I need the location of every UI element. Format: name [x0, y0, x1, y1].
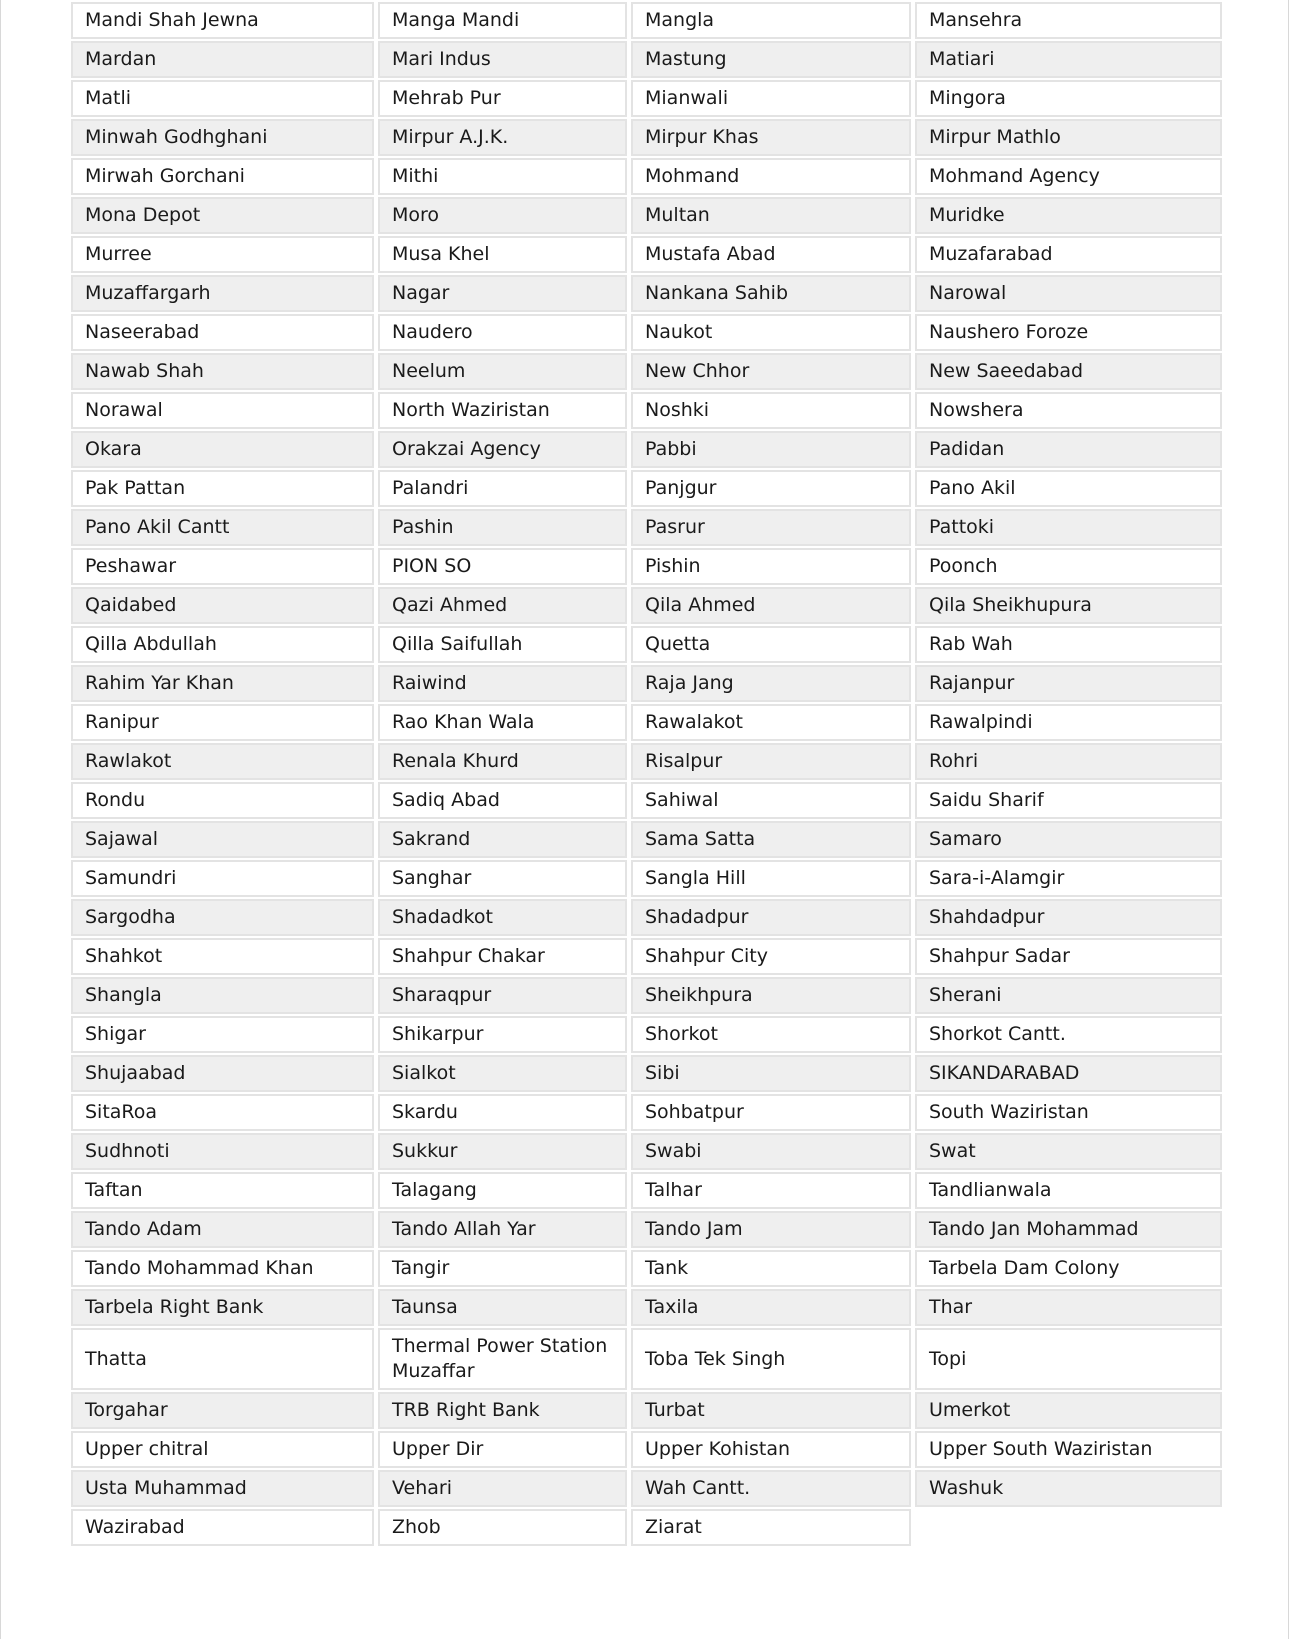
city-cell: Taxila	[631, 1289, 911, 1326]
city-cell: Nowshera	[915, 392, 1222, 429]
city-cell: Tarbela Right Bank	[71, 1289, 374, 1326]
city-table	[67, 0, 1226, 1548]
table-row	[71, 236, 1222, 273]
table-row	[71, 1392, 1222, 1429]
city-cell: Mari Indus	[378, 41, 627, 78]
city-cell: South Waziristan	[915, 1094, 1222, 1131]
city-cell: Sudhnoti	[71, 1133, 374, 1170]
city-cell: Tando Jam	[631, 1211, 911, 1248]
city-cell: Upper South Waziristan	[915, 1431, 1222, 1468]
table-row	[71, 80, 1222, 117]
city-cell: Naushero Foroze	[915, 314, 1222, 351]
city-cell: Ranipur	[71, 704, 374, 741]
city-cell: Sheikhpura	[631, 977, 911, 1014]
table-row	[71, 353, 1222, 390]
city-cell: Murree	[71, 236, 374, 273]
city-cell: Sukkur	[378, 1133, 627, 1170]
city-cell: Shorkot Cantt.	[915, 1016, 1222, 1053]
city-cell: Mustafa Abad	[631, 236, 911, 273]
table-row	[71, 860, 1222, 897]
city-cell: Raiwind	[378, 665, 627, 702]
city-cell: Neelum	[378, 353, 627, 390]
city-cell: Shangla	[71, 977, 374, 1014]
city-cell: Mithi	[378, 158, 627, 195]
city-cell: Pabbi	[631, 431, 911, 468]
city-cell: Shahpur Sadar	[915, 938, 1222, 975]
city-cell: Tando Adam	[71, 1211, 374, 1248]
city-cell: Sharaqpur	[378, 977, 627, 1014]
city-cell: Qaidabed	[71, 587, 374, 624]
city-cell: Mardan	[71, 41, 374, 78]
city-cell: Qilla Abdullah	[71, 626, 374, 663]
table-row	[71, 1016, 1222, 1053]
city-cell: Upper Dir	[378, 1431, 627, 1468]
city-cell: Pasrur	[631, 509, 911, 546]
city-cell: Sargodha	[71, 899, 374, 936]
city-cell: Thatta	[71, 1328, 374, 1390]
table-row	[71, 743, 1222, 780]
city-cell: Mona Depot	[71, 197, 374, 234]
city-cell: Upper Kohistan	[631, 1431, 911, 1468]
city-cell: Renala Khurd	[378, 743, 627, 780]
table-row	[71, 1094, 1222, 1131]
table-row	[71, 431, 1222, 468]
table-row	[71, 158, 1222, 195]
city-cell: Mehrab Pur	[378, 80, 627, 117]
city-cell: Rao Khan Wala	[378, 704, 627, 741]
city-cell: SIKANDARABAD	[915, 1055, 1222, 1092]
table-row	[71, 1470, 1222, 1507]
city-cell: Peshawar	[71, 548, 374, 585]
city-cell: Mandi Shah Jewna	[71, 2, 374, 39]
city-cell: Shikarpur	[378, 1016, 627, 1053]
table-row	[71, 1133, 1222, 1170]
city-cell: Rajanpur	[915, 665, 1222, 702]
city-cell: Musa Khel	[378, 236, 627, 273]
city-cell: Swabi	[631, 1133, 911, 1170]
city-cell: Matiari	[915, 41, 1222, 78]
city-cell: Tando Mohammad Khan	[71, 1250, 374, 1287]
city-cell: Torgahar	[71, 1392, 374, 1429]
city-cell: Qila Ahmed	[631, 587, 911, 624]
city-cell: Mirpur Khas	[631, 119, 911, 156]
table-row	[71, 1211, 1222, 1248]
city-cell: Muridke	[915, 197, 1222, 234]
table-row	[71, 392, 1222, 429]
city-cell: Naseerabad	[71, 314, 374, 351]
table-row	[71, 587, 1222, 624]
city-cell: Norawal	[71, 392, 374, 429]
city-cell: Zhob	[378, 1509, 627, 1546]
city-cell: Panjgur	[631, 470, 911, 507]
city-cell: Pano Akil Cantt	[71, 509, 374, 546]
city-cell: Sherani	[915, 977, 1222, 1014]
city-cell: Sibi	[631, 1055, 911, 1092]
city-table-body	[71, 2, 1222, 1546]
table-row	[71, 275, 1222, 312]
city-cell: Pak Pattan	[71, 470, 374, 507]
city-cell: Toba Tek Singh	[631, 1328, 911, 1390]
table-row	[71, 1172, 1222, 1209]
city-cell: Vehari	[378, 1470, 627, 1507]
city-cell: Sama Satta	[631, 821, 911, 858]
table-row	[71, 977, 1222, 1014]
city-cell: Mohmand	[631, 158, 911, 195]
city-cell: Pishin	[631, 548, 911, 585]
city-cell: Nawab Shah	[71, 353, 374, 390]
city-cell: Muzaffargarh	[71, 275, 374, 312]
city-cell: Wah Cantt.	[631, 1470, 911, 1507]
city-cell: Tangir	[378, 1250, 627, 1287]
table-row	[71, 2, 1222, 39]
city-cell: Rondu	[71, 782, 374, 819]
city-cell: Mingora	[915, 80, 1222, 117]
table-row	[71, 119, 1222, 156]
city-cell: Rawlakot	[71, 743, 374, 780]
empty-cell	[915, 1509, 1222, 1546]
city-cell: Sajawal	[71, 821, 374, 858]
city-cell: Matli	[71, 80, 374, 117]
city-cell: TRB Right Bank	[378, 1392, 627, 1429]
city-cell: Minwah Godhghani	[71, 119, 374, 156]
table-row	[71, 821, 1222, 858]
table-row	[71, 1431, 1222, 1468]
city-cell: Saidu Sharif	[915, 782, 1222, 819]
city-cell: Naudero	[378, 314, 627, 351]
city-cell: Samundri	[71, 860, 374, 897]
city-cell: SitaRoa	[71, 1094, 374, 1131]
city-cell: Pattoki	[915, 509, 1222, 546]
city-cell: Mangla	[631, 2, 911, 39]
city-cell: Sohbatpur	[631, 1094, 911, 1131]
city-cell: Tandlianwala	[915, 1172, 1222, 1209]
city-cell: Quetta	[631, 626, 911, 663]
city-cell: Talagang	[378, 1172, 627, 1209]
city-cell: Turbat	[631, 1392, 911, 1429]
city-cell: North Waziristan	[378, 392, 627, 429]
city-cell: Usta Muhammad	[71, 1470, 374, 1507]
city-cell: Ziarat	[631, 1509, 911, 1546]
city-cell: Mirwah Gorchani	[71, 158, 374, 195]
city-cell: Shahdadpur	[915, 899, 1222, 936]
city-cell: Pashin	[378, 509, 627, 546]
city-cell: Tando Jan Mohammad	[915, 1211, 1222, 1248]
city-cell: Poonch	[915, 548, 1222, 585]
city-cell: Skardu	[378, 1094, 627, 1131]
table-row	[71, 470, 1222, 507]
city-cell: Samaro	[915, 821, 1222, 858]
city-cell: New Chhor	[631, 353, 911, 390]
city-cell: Rawalpindi	[915, 704, 1222, 741]
city-cell: Shujaabad	[71, 1055, 374, 1092]
city-cell: Qazi Ahmed	[378, 587, 627, 624]
city-cell: Risalpur	[631, 743, 911, 780]
city-cell: Shigar	[71, 1016, 374, 1053]
table-row	[71, 665, 1222, 702]
city-cell: Sialkot	[378, 1055, 627, 1092]
city-cell: Sara-i-Alamgir	[915, 860, 1222, 897]
city-cell: Manga Mandi	[378, 2, 627, 39]
city-cell: Naukot	[631, 314, 911, 351]
city-cell: Nagar	[378, 275, 627, 312]
city-cell: Sanghar	[378, 860, 627, 897]
table-row	[71, 1289, 1222, 1326]
city-cell: Tando Allah Yar	[378, 1211, 627, 1248]
city-cell: Nankana Sahib	[631, 275, 911, 312]
city-cell: Mianwali	[631, 80, 911, 117]
city-cell: Muzafarabad	[915, 236, 1222, 273]
city-cell: Mohmand Agency	[915, 158, 1222, 195]
city-cell: Wazirabad	[71, 1509, 374, 1546]
city-cell: Rab Wah	[915, 626, 1222, 663]
table-row	[71, 1509, 1222, 1546]
city-cell: Okara	[71, 431, 374, 468]
city-cell: Thar	[915, 1289, 1222, 1326]
table-row	[71, 899, 1222, 936]
city-cell: Qila Sheikhupura	[915, 587, 1222, 624]
table-row	[71, 1328, 1222, 1390]
city-cell: Raja Jang	[631, 665, 911, 702]
city-cell: Sadiq Abad	[378, 782, 627, 819]
city-cell: Shorkot	[631, 1016, 911, 1053]
city-cell: Shadadpur	[631, 899, 911, 936]
city-cell: Pano Akil	[915, 470, 1222, 507]
table-row	[71, 938, 1222, 975]
city-cell: Taunsa	[378, 1289, 627, 1326]
table-row	[71, 314, 1222, 351]
city-cell: Swat	[915, 1133, 1222, 1170]
city-cell: Topi	[915, 1328, 1222, 1390]
city-cell: Noshki	[631, 392, 911, 429]
city-cell: Rawalakot	[631, 704, 911, 741]
city-cell: Shahpur Chakar	[378, 938, 627, 975]
city-cell: Rahim Yar Khan	[71, 665, 374, 702]
city-cell: Rohri	[915, 743, 1222, 780]
city-cell: Taftan	[71, 1172, 374, 1209]
city-cell: Qilla Saifullah	[378, 626, 627, 663]
city-cell: Tarbela Dam Colony	[915, 1250, 1222, 1287]
city-cell: Multan	[631, 197, 911, 234]
table-row	[71, 548, 1222, 585]
city-cell: Mastung	[631, 41, 911, 78]
table-row	[71, 626, 1222, 663]
table-row	[71, 1250, 1222, 1287]
city-cell: Narowal	[915, 275, 1222, 312]
city-cell: Washuk	[915, 1470, 1222, 1507]
city-cell: Padidan	[915, 431, 1222, 468]
city-cell: Orakzai Agency	[378, 431, 627, 468]
table-row	[71, 509, 1222, 546]
city-cell: Upper chitral	[71, 1431, 374, 1468]
city-cell: Sangla Hill	[631, 860, 911, 897]
table-row	[71, 782, 1222, 819]
city-cell: New Saeedabad	[915, 353, 1222, 390]
city-cell: Shadadkot	[378, 899, 627, 936]
table-row	[71, 41, 1222, 78]
city-cell: Mirpur A.J.K.	[378, 119, 627, 156]
city-cell: Talhar	[631, 1172, 911, 1209]
city-cell: Shahkot	[71, 938, 374, 975]
city-cell: Umerkot	[915, 1392, 1222, 1429]
city-cell: Sakrand	[378, 821, 627, 858]
city-cell: Shahpur City	[631, 938, 911, 975]
city-cell: Moro	[378, 197, 627, 234]
table-row	[71, 197, 1222, 234]
table-row	[71, 1055, 1222, 1092]
city-cell: PION SO	[378, 548, 627, 585]
city-cell: Thermal Power Station Muzaffar	[378, 1328, 627, 1390]
city-cell: Sahiwal	[631, 782, 911, 819]
city-cell: Palandri	[378, 470, 627, 507]
city-cell: Mansehra	[915, 2, 1222, 39]
table-row	[71, 704, 1222, 741]
city-cell: Tank	[631, 1250, 911, 1287]
city-cell: Mirpur Mathlo	[915, 119, 1222, 156]
